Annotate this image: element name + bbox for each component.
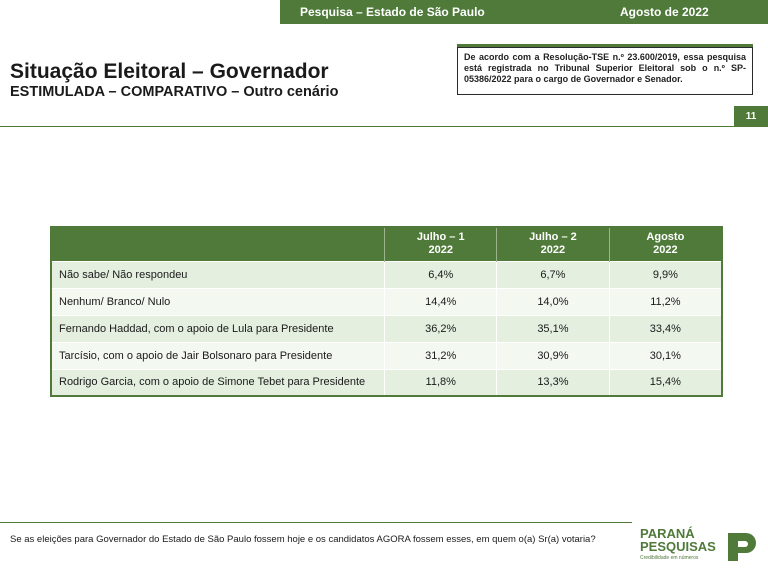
footer-divider <box>0 522 632 523</box>
survey-question: Se as eleições para Governador do Estado de São Paulo fossem hoje e os candidatos AGORA fossem esses, em quem o(a) Sr(a) votaria? <box>10 534 596 545</box>
row-value: 33,4% <box>609 315 722 342</box>
column-header-line2: 2022 <box>540 244 566 257</box>
table-row <box>51 261 722 288</box>
column-header-august <box>609 227 722 261</box>
row-label: Não sabe/ Não respondeu <box>51 261 385 288</box>
column-header-line1: Julho – 1 <box>416 231 465 244</box>
logo-wordmark <box>640 527 716 553</box>
row-label: Nenhum/ Branco/ Nulo <box>51 288 385 315</box>
results-table <box>50 226 723 397</box>
logo-mark-icon <box>726 531 758 563</box>
table-row <box>51 288 722 315</box>
table-header-row <box>51 227 722 261</box>
row-value: 14,0% <box>497 288 610 315</box>
survey-name: Pesquisa – Estado de São Paulo <box>300 5 485 19</box>
column-header-line2: 2022 <box>428 244 453 257</box>
column-header-july-2 <box>497 227 610 261</box>
row-label: Fernando Haddad, com o apoio de Lula para Presidente <box>51 315 385 342</box>
row-value: 14,4% <box>385 288 497 315</box>
survey-date: Agosto de 2022 <box>620 5 709 19</box>
registration-note: De acordo com a Resolução-TSE n.º 23.600/2019, essa pesquisa está registrada no Tribunal Superior Eleitoral sob o n.º SP-05386/2022 para o cargo de Governador e Senador. <box>457 47 753 95</box>
header-divider <box>0 126 734 127</box>
row-value: 30,9% <box>497 342 610 369</box>
row-value: 6,7% <box>497 261 610 288</box>
row-value: 15,4% <box>609 369 722 396</box>
row-value: 36,2% <box>385 315 497 342</box>
column-header-july-1 <box>385 227 497 261</box>
row-value: 6,4% <box>385 261 497 288</box>
column-header-line1: Agosto <box>646 231 685 244</box>
label-column-header <box>51 227 385 261</box>
page-title: Situação Eleitoral – Governador <box>10 60 329 83</box>
row-label: Tarcísio, com o apoio de Jair Bolsonaro para Presidente <box>51 342 385 369</box>
row-value: 11,2% <box>609 288 722 315</box>
page-number: 11 <box>734 106 768 127</box>
top-banner <box>280 0 768 24</box>
row-value: 11,8% <box>385 369 497 396</box>
table-row <box>51 369 722 396</box>
parana-pesquisas-logo <box>640 527 760 567</box>
table-row <box>51 342 722 369</box>
logo-line1: PARANÁ <box>640 526 695 541</box>
row-value: 13,3% <box>497 369 610 396</box>
row-value: 31,2% <box>385 342 497 369</box>
table-row <box>51 315 722 342</box>
row-value: 30,1% <box>609 342 722 369</box>
row-value: 9,9% <box>609 261 722 288</box>
row-value: 35,1% <box>497 315 610 342</box>
row-label: Rodrigo Garcia, com o apoio de Simone Tebet para Presidente <box>51 369 385 396</box>
logo-line2: PESQUISAS <box>640 539 716 554</box>
logo-tagline: Credibilidade em números <box>640 555 699 561</box>
page-subtitle: ESTIMULADA – COMPARATIVO – Outro cenário <box>10 84 339 100</box>
column-header-line2: 2022 <box>653 244 678 257</box>
column-header-line1: Julho – 2 <box>529 231 577 244</box>
